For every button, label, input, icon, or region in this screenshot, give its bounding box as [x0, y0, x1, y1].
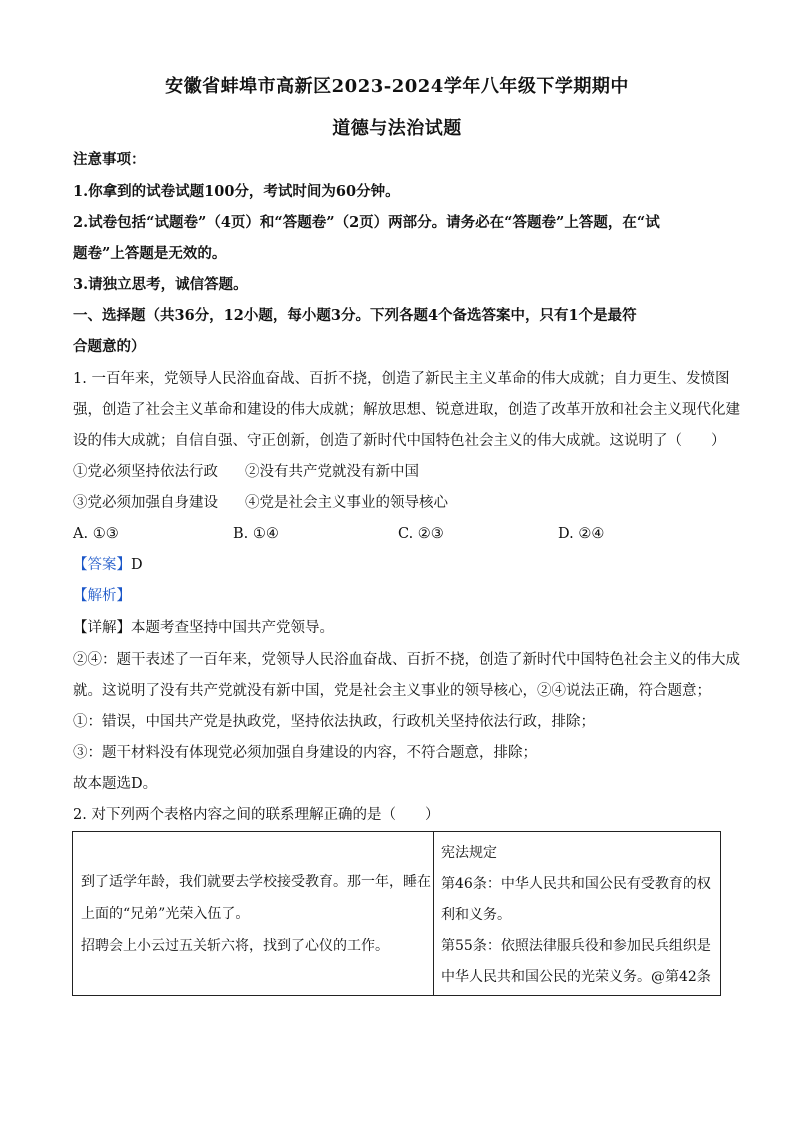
right-cell-line: 利和义务。	[441, 907, 511, 923]
right-cell-line: 第46条：中华人民共和国公民有受教育的权	[441, 876, 711, 892]
left-cell-line: 招聘会上小云过五关斩六将，找到了心仪的工作。	[81, 938, 389, 954]
q1-explain: 就。这说明了没有共产党就没有新中国，党是社会主义事业的领导核心，②④说法正确，符合题意；	[73, 683, 711, 699]
detail-text: 本题考查坚持中国共产党领导。	[131, 620, 334, 636]
table-divider	[433, 832, 434, 995]
q1-option-b: B. ①④	[233, 526, 279, 542]
q1-option-c: C. ②③	[398, 526, 444, 542]
left-cell-line: 到了适学年龄，我们就要去学校接受教育。那一年，睡在	[81, 874, 431, 890]
q1-explain: ①：错误，中国共产党是执政党，坚持依法执政，行政机关坚持依法行政，排除；	[73, 714, 595, 730]
notice-heading: 注意事项：	[73, 151, 146, 168]
notice-item: 3.请独立思考，诚信答题。	[73, 276, 248, 293]
q1-stem: 强，创造了社会主义革命和建设的伟大成就；解放思想、锐意进取，创造了改革开放和社会主义现代化建	[73, 402, 740, 418]
q1-option-d: D. ②④	[558, 526, 605, 542]
section-heading-cont: 合题意的）	[73, 338, 146, 355]
analysis-tag: 【解析】	[73, 588, 131, 604]
q1-statement: ④党是社会主义事业的领导核心	[245, 495, 448, 511]
q1-statement: ③党必须加强自身建设	[73, 495, 218, 511]
q1-conclusion: 故本题选D。	[73, 776, 158, 792]
q1-explain: ③：题干材料没有体现党必须加强自身建设的内容，不符合题意，排除；	[73, 745, 537, 761]
q1-answer-row	[73, 555, 143, 575]
q2-stem: 2. 对下列两个表格内容之间的联系理解正确的是（ ）	[73, 807, 440, 823]
exam-subtitle: 道德与法治试题	[332, 118, 462, 139]
q2-table	[72, 831, 721, 996]
q1-analysis-row	[73, 586, 131, 606]
q1-explain: ②④：题干表述了一百年来，党领导人民浴血奋战、百折不挠，创造了新时代中国特色社会主义的伟大成	[73, 652, 740, 668]
q1-stem: 设的伟大成就；自信自强、守正创新，创造了新时代中国特色社会主义的伟大成就。这说明了（ ）	[73, 433, 726, 449]
notice-item: 2.试卷包括“试题卷”（4页）和“答题卷”（2页）两部分。请务必在“答题卷”上答题，在“试	[73, 214, 660, 231]
q1-detail-row	[73, 618, 334, 638]
q1-option-a: A. ①③	[73, 526, 119, 542]
detail-tag: 【详解】	[73, 620, 131, 636]
right-cell-line: 宪法规定	[441, 845, 497, 861]
answer-value: D	[131, 557, 143, 573]
notice-item: 题卷”上答题是无效的。	[73, 245, 227, 262]
exam-title: 安徽省蚌埠市高新区2023-2024学年八年级下学期期中	[165, 76, 629, 97]
section-heading: 一、选择题（共36分，12小题，每小题3分。下列各题4个备选答案中，只有1个是最符	[73, 307, 637, 324]
q1-stem: 1. 一百年来，党领导人民浴血奋战、百折不挠，创造了新民主主义革命的伟大成就；自力更生、发愤图	[73, 371, 730, 387]
notice-item: 1.你拿到的试卷试题100分，考试时间为60分钟。	[73, 183, 400, 200]
answer-tag: 【答案】	[73, 557, 131, 573]
q1-statement: ②没有共产党就没有新中国	[245, 464, 419, 480]
left-cell-line: 上面的“兄弟”光荣入伍了。	[81, 906, 250, 922]
right-cell-line: 第55条：依照法律服兵役和参加民兵组织是	[441, 938, 711, 954]
right-cell-line: 中华人民共和国公民的光荣义务。@第42条	[441, 969, 711, 985]
q1-statement: ①党必须坚持依法行政	[73, 464, 218, 480]
